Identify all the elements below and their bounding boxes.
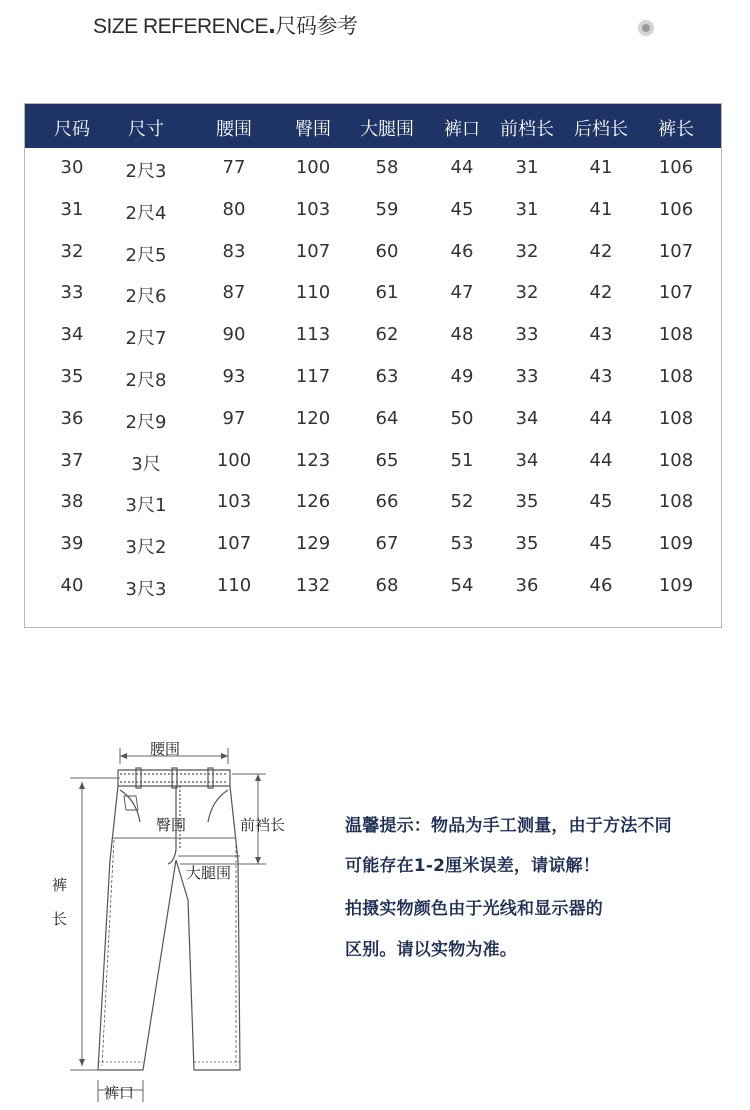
table-cell: 3尺1 [125,495,167,517]
table-cell: 2尺5 [125,244,167,266]
table-cell: 132 [295,575,331,596]
column-header: 前档长 [500,119,554,140]
note-line: 区别。请以实物为准。 [345,940,517,960]
column-header: 臀围 [295,119,331,140]
size-table-header [25,104,721,148]
table-cell: 2尺3 [125,161,167,182]
table-cell: 35 [60,366,84,387]
table-cell: 34 [60,324,84,346]
table-cell: 100 [216,449,252,471]
table-cell: 42 [589,240,613,262]
table-cell: 108 [658,491,694,513]
table-cell: 3尺2 [125,537,167,559]
table-cell: 3尺 [131,453,161,475]
table-cell: 44 [589,449,613,471]
table-cell: 51 [450,449,474,471]
pants-outline-icon [40,730,310,1105]
table-cell: 33 [60,282,84,304]
table-cell: 107 [658,282,694,304]
table-cell: 106 [658,157,694,178]
table-cell: 2尺6 [125,286,167,308]
table-cell: 46 [589,575,613,596]
table-cell: 90 [222,324,246,346]
table-cell: 60 [375,240,399,262]
front-rise-label: 前裆长 [240,816,286,834]
table-cell: 110 [216,575,252,596]
table-cell: 35 [515,491,539,513]
table-cell: 64 [375,407,399,429]
table-cell: 53 [450,533,474,555]
table-cell: 34 [515,449,539,471]
table-cell: 2尺4 [125,202,167,224]
table-cell: 2尺7 [125,328,167,350]
table-cell: 40 [60,575,84,596]
table-cell: 36 [515,575,539,596]
table-cell: 32 [515,240,539,262]
table-cell: 66 [375,491,399,513]
table-cell: 37 [60,449,84,471]
table-cell: 80 [222,198,246,220]
table-cell: 68 [375,575,399,596]
table-cell: 123 [295,449,331,471]
table-cell: 31 [60,198,84,220]
table-cell: 44 [450,157,474,178]
table-cell: 62 [375,324,399,346]
table-cell: 35 [515,533,539,555]
table-cell: 58 [375,157,399,178]
table-cell: 108 [658,324,694,346]
note-line: 温馨提示：物品为手工测量，由于方法不同 [345,816,672,836]
thigh-label: 大腿围 [186,864,232,882]
table-cell: 65 [375,449,399,471]
table-cell: 59 [375,198,399,220]
column-header: 尺寸 [128,119,164,140]
column-header: 大腿围 [360,119,414,140]
column-header: 后档长 [574,119,628,140]
table-cell: 63 [375,366,399,387]
table-cell: 43 [589,324,613,346]
table-cell: 39 [60,533,84,555]
table-cell: 44 [589,407,613,429]
table-cell: 43 [589,366,613,387]
table-cell: 33 [515,366,539,387]
length-label-top: 裤 [52,876,68,894]
table-cell: 61 [375,282,399,304]
table-cell: 48 [450,324,474,346]
table-cell: 34 [515,407,539,429]
table-cell: 100 [295,157,331,178]
table-cell: 107 [216,533,252,555]
table-cell: 38 [60,491,84,513]
table-cell: 30 [60,157,84,178]
table-cell: 110 [295,282,331,304]
table-cell: 109 [658,575,694,596]
table-cell: 42 [589,282,613,304]
table-cell: 108 [658,407,694,429]
table-cell: 50 [450,407,474,429]
table-cell: 103 [295,198,331,220]
title-dot: . [268,14,276,38]
table-cell: 108 [658,366,694,387]
table-cell: 120 [295,407,331,429]
table-cell: 113 [295,324,331,346]
table-cell: 31 [515,198,539,220]
table-cell: 3尺3 [125,579,167,600]
note-line: 拍摄实物颜色由于光线和显示器的 [345,899,603,919]
table-cell: 126 [295,491,331,513]
table-cell: 32 [515,282,539,304]
table-cell: 106 [658,198,694,220]
table-cell: 97 [222,407,246,429]
table-cell: 45 [589,491,613,513]
table-cell: 52 [450,491,474,513]
table-cell: 46 [450,240,474,262]
table-cell: 2尺8 [125,370,167,391]
table-cell: 2尺9 [125,411,167,433]
size-table [24,103,722,628]
table-cell: 107 [658,240,694,262]
table-cell: 41 [589,157,613,178]
table-cell: 47 [450,282,474,304]
column-header: 裤口 [444,119,480,140]
pants-diagram [40,730,310,1105]
table-cell: 103 [216,491,252,513]
title-chinese: 尺码参考 [275,14,358,38]
table-cell: 117 [295,366,331,387]
radio-dot-icon [638,20,654,36]
table-cell: 108 [658,449,694,471]
table-cell: 67 [375,533,399,555]
table-cell: 36 [60,407,84,429]
hem-label: 裤口 [104,1084,135,1102]
length-label-bottom: 长 [52,910,68,928]
table-cell: 87 [222,282,246,304]
table-cell: 54 [450,575,474,596]
page-title [93,10,358,40]
title-english: SIZE REFERENCE [93,15,269,38]
column-header: 裤长 [658,119,694,140]
table-cell: 45 [450,198,474,220]
note-line: 可能存在1-2厘米误差，请谅解！ [345,856,600,876]
table-cell: 45 [589,533,613,555]
hip-label: 臀围 [156,816,187,834]
table-cell: 31 [515,157,539,178]
column-header: 尺码 [54,119,90,140]
table-cell: 107 [295,240,331,262]
waist-label: 腰围 [150,740,181,758]
table-cell: 129 [295,533,331,555]
column-header: 腰围 [216,119,252,140]
table-cell: 77 [222,157,246,178]
table-cell: 41 [589,198,613,220]
table-cell: 109 [658,533,694,555]
table-cell: 49 [450,366,474,387]
table-cell: 83 [222,240,246,262]
table-cell: 93 [222,366,246,387]
table-cell: 33 [515,324,539,346]
table-cell: 32 [60,240,84,262]
